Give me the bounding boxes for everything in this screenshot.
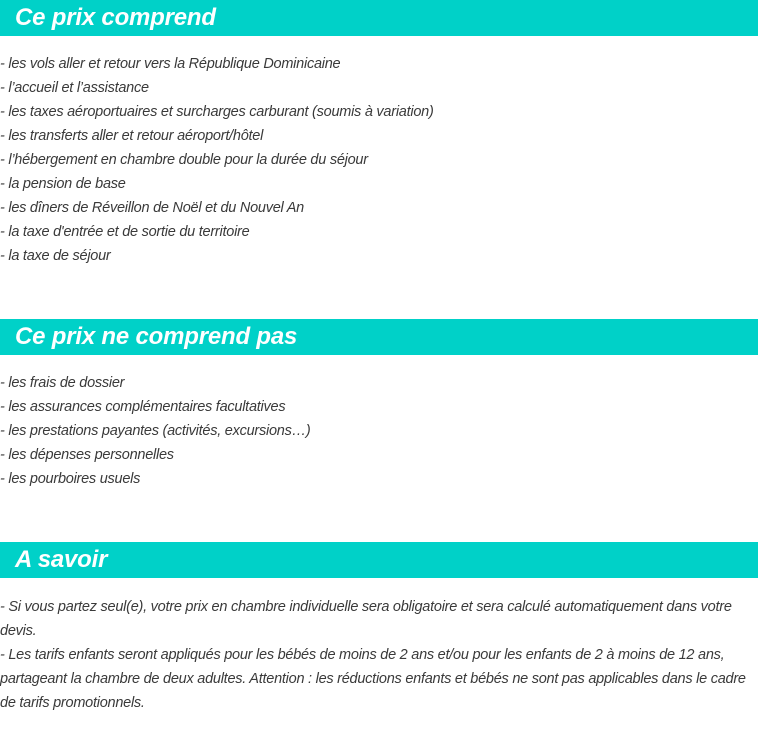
section-good-to-know (0, 542, 758, 715)
list-item: - les dépenses personnelles (0, 447, 174, 463)
not-included-list (0, 355, 758, 491)
list-item: - l’hébergement en chambre double pour la durée du séjour (0, 152, 368, 168)
list-item: - les assurances complémentaires facultatives (0, 399, 286, 415)
list-item: - les transferts aller et retour aéroport/hôtel (0, 128, 264, 144)
section-title: Ce prix ne comprend pas (15, 323, 298, 350)
list-item: - la taxe de séjour (0, 248, 111, 264)
list-item: - les taxes aéroportuaires et surcharges carburant (soumis à variation) (0, 104, 434, 120)
included-list (0, 36, 758, 268)
section-title: A savoir (15, 546, 108, 573)
section-header-good-to-know (0, 542, 758, 578)
info-paragraph: - Si vous partez seul(e), votre prix en chambre individuelle sera obligatoire et sera calculé automatiquement dans votre devis. (0, 599, 732, 639)
section-title: Ce prix comprend (15, 4, 216, 31)
list-item: - les prestations payantes (activités, excursions…) (0, 423, 311, 439)
section-header-included (0, 0, 758, 36)
list-item: - l’accueil et l’assistance (0, 80, 149, 96)
section-included (0, 0, 758, 268)
list-item: - les vols aller et retour vers la République Dominicaine (0, 56, 341, 72)
list-item: - la pension de base (0, 176, 126, 192)
section-not-included (0, 319, 758, 491)
list-item: - les pourboires usuels (0, 471, 141, 487)
info-paragraph: - Les tarifs enfants seront appliqués pour les bébés de moins de 2 ans et/ou pour les enfants de 2 à moins de 12 ans, partageant la chambre de deux adultes. Attention : les réductions enfants et bébés ne sont pas applicables dans le cadre de tarifs promotionnels. (0, 647, 746, 711)
section-header-not-included (0, 319, 758, 355)
good-to-know-body (0, 578, 758, 715)
list-item: - les frais de dossier (0, 375, 125, 391)
list-item: - les dîners de Réveillon de Noël et du Nouvel An (0, 200, 304, 216)
list-item: - la taxe d'entrée et de sortie du territoire (0, 224, 250, 240)
